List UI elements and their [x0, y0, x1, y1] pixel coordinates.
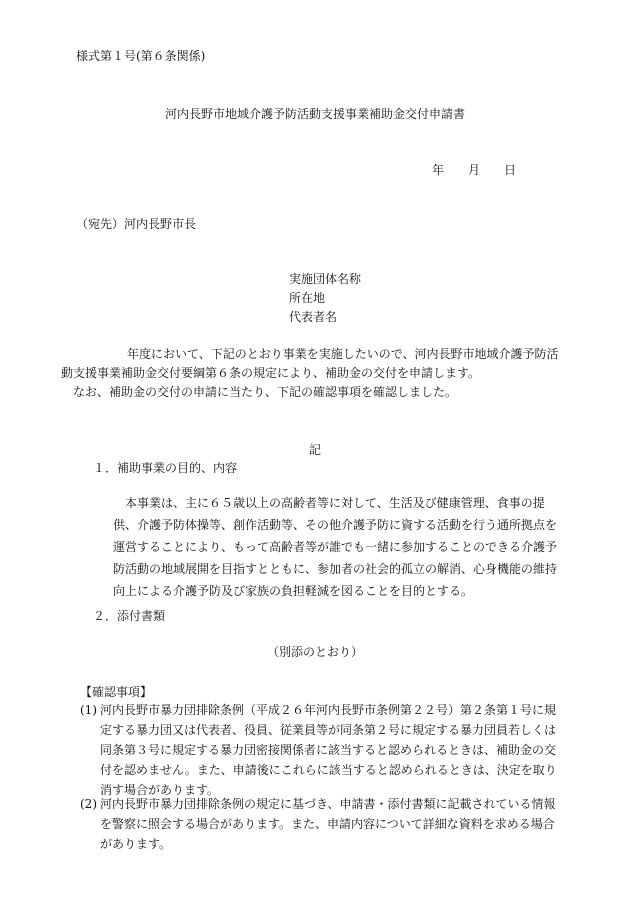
date-day: 日: [504, 163, 517, 177]
applicant-representative-label: 代表者名: [289, 310, 338, 324]
confirm-item-2-number: (2): [80, 797, 97, 811]
confirm-item-1: [80, 700, 566, 800]
item1-body: 本事業は、主に６５歳以上の高齢者等に対して、生活及び健康管理、食事の提供、介護予防体操等、創作活動等、その他介護予防に資する活動を行う通所拠点を運営することにより、もって高齢者等が誰でも一緒に参加することのできる介護予防活動の地域展開を目指すとともに、参加者の社会的孤立の解消、心身機能の維持向上による介護予防及び家族の負担軽減を図ることを目的とする。: [113, 496, 558, 598]
ki-marker: 記: [308, 443, 321, 457]
date-month: 月: [468, 163, 481, 177]
form-number: 様式第１号(第６条関係): [76, 49, 206, 63]
confirm-heading: 【確認事項】: [80, 685, 153, 699]
confirm-item-1-text: 河内長野市暴力団排除条例（平成２６年河内長野市条例第２２号）第２条第１号に規定する暴力団又は代表者、役員、従業員等が同条第２号に規定する暴力団員若しくは同条第３号に規定する暴力団密接関係者に該当すると認められるときは、補助金の交付を認めません。また、申請後にこれらに該当すると認められるときは、決定を取り消す場合があります。: [100, 703, 557, 797]
date-line: [432, 160, 516, 180]
document-title: 河内長野市地域介護予防活動支援事業補助金交付申請書: [164, 107, 465, 121]
confirm-item-2: [80, 794, 566, 854]
applicant-address-label: 所在地: [289, 291, 326, 305]
confirm-item-1-number: (1): [80, 703, 97, 717]
intro-paragraph-2: なお、補助金の交付の申請に当たり、下記の確認事項を確認しました。: [73, 385, 458, 399]
date-year: 年: [432, 163, 445, 177]
intro-paragraph-1: 年度において、下記のとおり事業を実施したいので、河内長野市地域介護予防活動支援事業補助金交付要綱第６条の規定により、補助金の交付を申請します。: [61, 347, 559, 380]
addressee: （宛先）河内長野市長: [76, 217, 197, 231]
intro-text: [61, 345, 561, 402]
item2-heading: ２．添付書類: [93, 609, 166, 623]
attached-documents-note: （別添のとおり）: [266, 645, 363, 659]
applicant-org-name-label: 実施団体名称: [289, 272, 362, 286]
confirm-item-2-text: 河内長野市暴力団排除条例の規定に基づき、申請書・添付書類に記載されている情報を警察に照会する場合があります。また、申請内容について詳細な資料を求める場合があります。: [100, 797, 556, 851]
item1-heading: １．補助事業の目的、内容: [93, 461, 238, 475]
applicant-block: [289, 270, 361, 327]
